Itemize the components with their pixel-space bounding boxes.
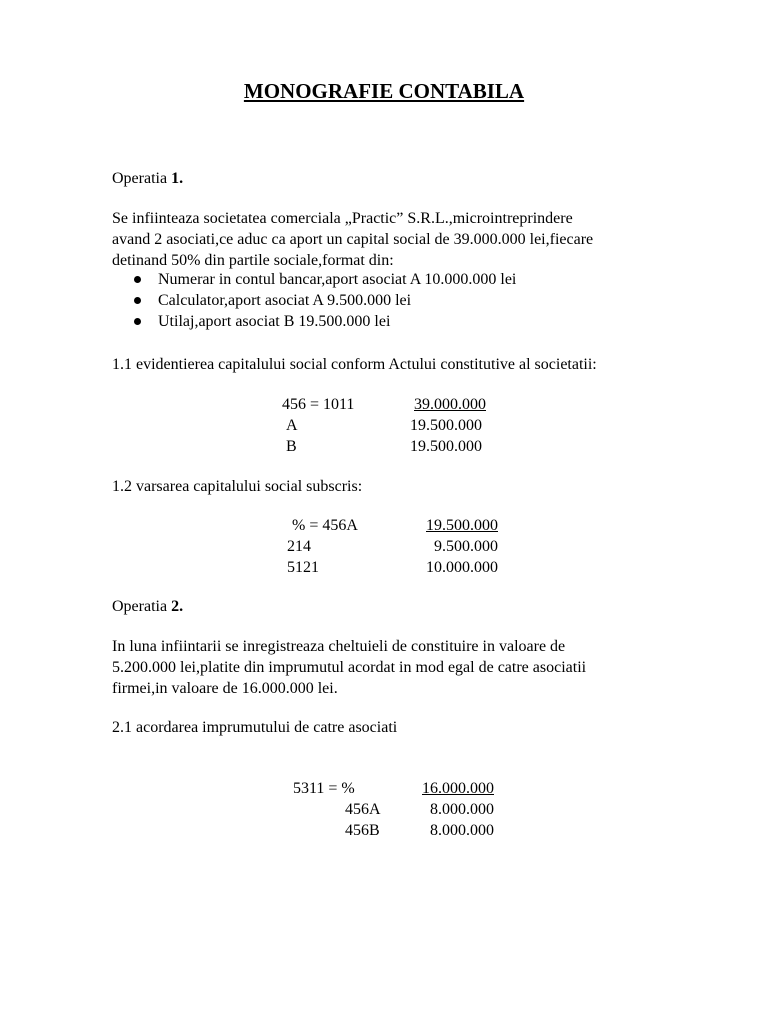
entry-account: 456A — [345, 801, 381, 818]
journal-entry-1 — [0, 394, 768, 457]
bullet-icon — [134, 318, 141, 325]
intro-line: In luna infiintarii se inregistreaza cheltuieli de constituire in valoare de — [112, 638, 566, 655]
bullet-icon — [134, 297, 141, 304]
journal-entry-3 — [0, 778, 768, 841]
intro-line: avand 2 asociati,ce aduc ca aport un capital social de 39.000.000 lei,fiecare — [112, 231, 594, 248]
entry-account: B — [286, 438, 297, 455]
section-2-1-heading: 2.1 acordarea imprumutului de catre asociati — [112, 719, 398, 736]
journal-entry-2 — [0, 515, 768, 578]
entry-amount: 8.000.000 — [430, 822, 494, 839]
intro-line: Se infiinteaza societatea comerciala „Practic” S.R.L.,microintreprindere — [112, 210, 573, 227]
operation-number: 2. — [171, 598, 184, 615]
table-row — [0, 557, 768, 578]
table-row — [0, 415, 768, 436]
entry-account: 456B — [345, 822, 380, 839]
table-row — [0, 799, 768, 820]
entry-formula: % = 456A — [292, 517, 358, 534]
entry-amount: 10.000.000 — [426, 559, 498, 576]
list-item: Utilaj,aport asociat B 19.500.000 lei — [134, 311, 516, 332]
table-row — [0, 436, 768, 457]
entry-total: 16.000.000 — [422, 780, 494, 797]
entry-account: 214 — [287, 538, 311, 555]
section-1-2-heading: 1.2 varsarea capitalului social subscris: — [112, 478, 363, 495]
entry-account: 5121 — [287, 559, 319, 576]
table-row — [0, 820, 768, 841]
list-item: Numerar in contul bancar,aport asociat A 10.000.000 lei — [134, 269, 516, 290]
operation-1-heading — [112, 168, 183, 189]
intro-line: firmei,in valoare de 16.000.000 lei. — [112, 680, 338, 697]
intro-line: 5.200.000 lei,platite din imprumutul acordat in mod egal de catre asociatii — [112, 659, 587, 676]
page-title: MONOGRAFIE CONTABILA — [243, 79, 525, 103]
intro-line: detinand 50% din partile sociale,format din: — [112, 252, 394, 269]
entry-formula: 456 = 1011 — [282, 396, 355, 413]
contribution-list — [134, 269, 516, 332]
entry-total: 39.000.000 — [414, 396, 486, 413]
entry-total: 19.500.000 — [426, 517, 498, 534]
entry-formula: 5311 = % — [293, 780, 355, 797]
list-item: Calculator,aport asociat A 9.500.000 lei — [134, 290, 516, 311]
bullet-icon — [134, 276, 141, 283]
operation-2-intro — [112, 636, 586, 699]
section-1-1-heading: 1.1 evidentierea capitalului social conform Actului constitutive al societatii: — [112, 356, 597, 373]
entry-amount: 19.500.000 — [410, 417, 482, 434]
operation-2-heading — [112, 596, 183, 617]
entry-amount: 8.000.000 — [430, 801, 494, 818]
entry-amount: 9.500.000 — [434, 538, 498, 555]
entry-amount: 19.500.000 — [410, 438, 482, 455]
operation-1-intro — [112, 208, 593, 271]
entry-account: A — [286, 417, 298, 434]
table-row — [0, 536, 768, 557]
operation-heading-label: Operatia — [112, 170, 172, 187]
operation-heading-label: Operatia — [112, 598, 172, 615]
operation-number: 1. — [171, 170, 184, 187]
